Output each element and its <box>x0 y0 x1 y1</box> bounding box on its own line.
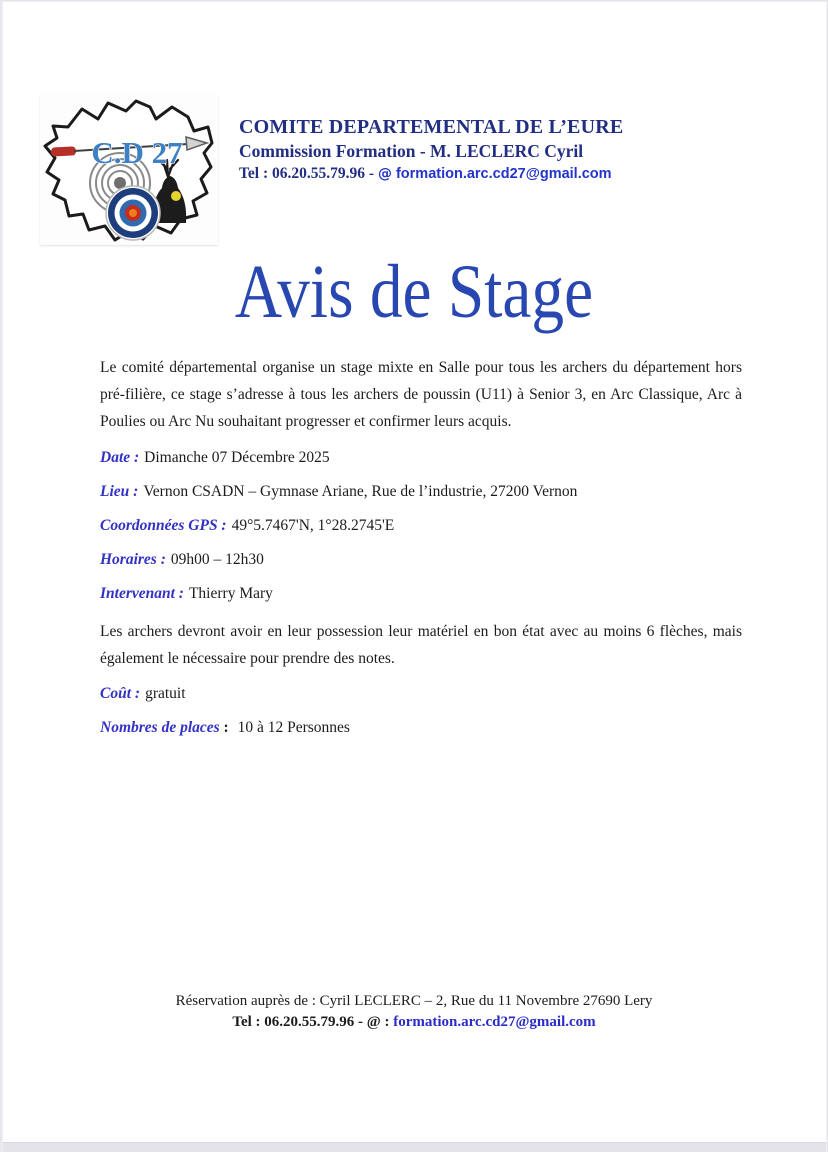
detail-label: Horaires : <box>100 551 166 568</box>
detail-label: Date : <box>100 449 140 466</box>
footer-tel-label: Tel : <box>232 1014 261 1030</box>
detail-label: Coût : <box>100 685 141 702</box>
detail-value: 09h00 – 12h30 <box>170 551 264 568</box>
detail-row-lieu <box>100 482 742 502</box>
document-footer <box>0 991 828 1033</box>
logo-text: C.D 27 <box>91 135 183 170</box>
org-contact <box>239 163 799 185</box>
footer-tel: 06.20.55.79.96 <box>260 1014 359 1030</box>
at-icon: @ <box>377 166 392 182</box>
org-name: COMITE DEPARTEMENTAL DE L’EURE <box>239 116 624 138</box>
detail-value: Thierry Mary <box>188 585 273 602</box>
detail-value: Dimanche 07 Décembre 2025 <box>144 449 330 466</box>
detail-label: Lieu : <box>100 483 139 500</box>
detail-row-places <box>100 718 742 738</box>
detail-row-cout <box>100 684 742 704</box>
detail-label: Intervenant : <box>100 585 184 602</box>
detail-value: Vernon CSADN – Gymnase Ariane, Rue de l’industrie, 27200 Vernon <box>143 483 578 500</box>
header-block <box>239 114 799 185</box>
detail-label: Nombres de places <box>100 719 220 736</box>
detail-row-horaires <box>100 550 742 570</box>
footer-email: formation.arc.cd27@gmail.com <box>389 1014 596 1030</box>
org-email: formation.arc.cd27@gmail.com <box>391 166 612 182</box>
footer-dash: - <box>358 1014 367 1030</box>
yellow-dot-icon <box>171 191 181 201</box>
detail-row-gps <box>100 516 742 536</box>
cd27-logo-graphic <box>40 95 218 245</box>
detail-separator: : <box>219 719 233 736</box>
footer-contact-line <box>0 1012 828 1033</box>
intro-paragraph: Le comité départemental organise un stage mixte en Salle pour tous les archers du département hors pré-filière, ce stage s’adresse à tous les archers de poussin (U11) à Senior 3, en Arc Classique, Arc à Poulies ou Arc Nu souhaitant progresser et confirmer leurs acquis. <box>100 359 742 430</box>
detail-label: Coordonnées GPS : <box>100 517 227 534</box>
reservation-line: Réservation auprès de : Cyril LECLERC – 2, Rue du 11 Novembre 27690 Lery <box>175 993 653 1009</box>
detail-row-date <box>100 448 742 468</box>
document-body <box>100 354 742 752</box>
at-icon: @ : <box>366 1014 390 1030</box>
org-commission: Commission Formation - M. LECLERC Cyril <box>239 141 584 161</box>
color-target-icon <box>106 186 160 240</box>
detail-value: 10 à 12 Personnes <box>237 719 350 736</box>
detail-value: 49°5.7467'N, 1°28.2745'E <box>231 517 395 534</box>
equipment-note: Les archers devront avoir en leur possession leur matériel en bon état avec au moins 6 flèches, mais également le nécessaire pour prendre des notes. <box>100 623 742 667</box>
page-title: Avis de Stage <box>234 250 594 334</box>
org-tel: Tel : 06.20.55.79.96 - <box>239 165 378 182</box>
cd27-logo <box>40 95 218 245</box>
detail-value: gratuit <box>145 685 186 702</box>
page-bottom-edge <box>0 1142 828 1152</box>
detail-row-intervenant <box>100 584 742 604</box>
